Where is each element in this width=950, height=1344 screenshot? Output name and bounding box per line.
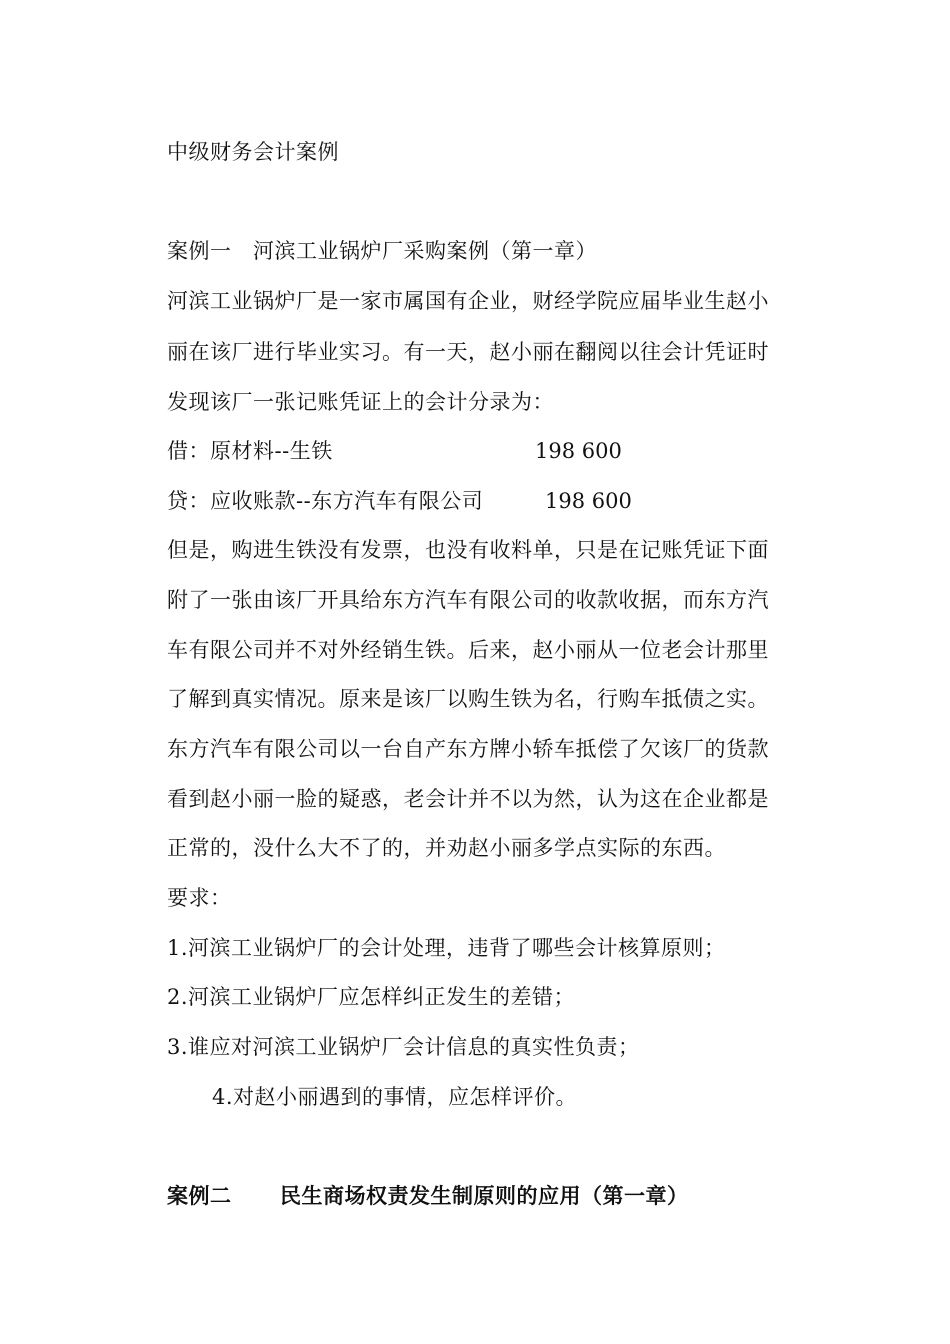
requirement-item: 1.河滨工业锅炉厂的会计处理，违背了哪些会计核算原则； [167,936,726,960]
requirement-item: 4.对赵小丽遇到的事情，应怎样评价。 [212,1085,578,1109]
journal-debit-label: 借：原材料--生铁 [167,439,333,463]
requirement-item: 2.河滨工业锅炉厂应怎样纠正发生的差错； [167,985,576,1009]
case1-heading: 案例一 河滨工业锅炉厂采购案例（第一章） [167,239,597,263]
case2-title: 民生商场权责发生制原则的应用（第一章） [280,1183,689,1208]
requirement-item: 3.谁应对河滨工业锅炉厂会计信息的真实性负责； [167,1035,640,1059]
case1-para2-line: 东方汽车有限公司以一台自产东方牌小轿车抵偿了欠该厂的货款 [167,737,769,761]
case1-para1-line: 河滨工业锅炉厂是一家市属国有企业，财经学院应届毕业生赵小 [167,289,769,313]
case1-para2-line: 车有限公司并不对外经销生铁。后来，赵小丽从一位老会计那里 [167,638,769,662]
case1-para2-line: 附了一张由该厂开具给东方汽车有限公司的收款收据，而东方汽 [167,588,769,612]
journal-debit-amount: 198 600 [535,439,622,463]
journal-credit-amount: 198 600 [545,489,632,513]
case1-para2-line: 正常的，没什么大不了的，并劝赵小丽多学点实际的东西。 [167,836,726,860]
case1-para2-line: 了解到真实情况。原来是该厂以购生铁为名，行购车抵债之实。 [167,687,769,711]
case1-para1-line: 丽在该厂进行毕业实习。有一天，赵小丽在翻阅以往会计凭证时 [167,340,769,364]
case2-label: 案例二 [167,1183,232,1208]
requirements-label: 要求： [167,886,232,910]
journal-credit-label: 贷：应收账款--东方汽车有限公司 [167,489,484,513]
case1-para2-line: 但是，购进生铁没有发票，也没有收料单，只是在记账凭证下面 [167,538,769,562]
case1-para2-line: 看到赵小丽一脸的疑惑，老会计并不以为然，认为这在企业都是 [167,787,769,811]
document-title: 中级财务会计案例 [167,140,339,164]
case1-para1-line: 发现该厂一张记账凭证上的会计分录为： [167,390,554,414]
